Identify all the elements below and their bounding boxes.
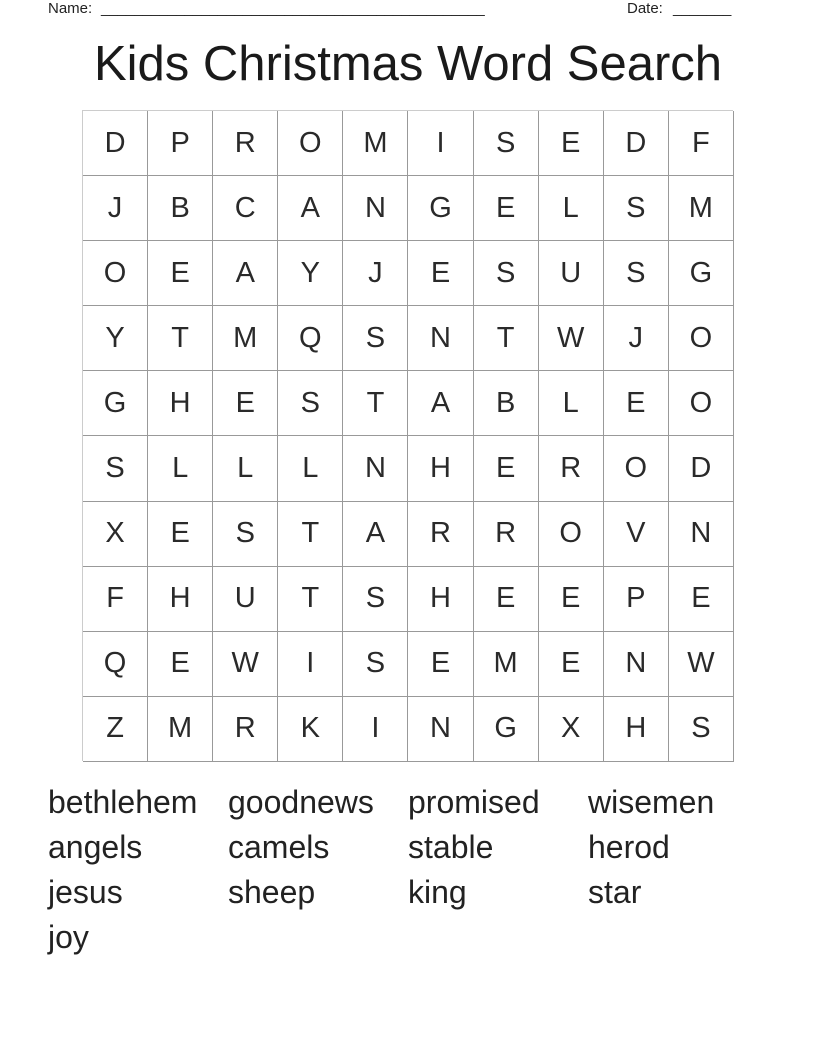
name-label: Name:: [48, 0, 93, 17]
grid-cell[interactable]: L: [148, 436, 213, 501]
grid-cell[interactable]: G: [669, 241, 734, 306]
grid-cell[interactable]: N: [343, 436, 408, 501]
grid-cell[interactable]: E: [604, 371, 669, 436]
grid-cell[interactable]: I: [278, 632, 343, 697]
grid-cell[interactable]: E: [669, 567, 734, 632]
word-list-item: camels: [228, 829, 330, 865]
grid-cell[interactable]: L: [539, 371, 604, 436]
grid-cell[interactable]: D: [83, 111, 148, 176]
grid-cell[interactable]: G: [474, 697, 539, 762]
word-list-item: stable: [408, 829, 494, 865]
grid-cell[interactable]: H: [148, 567, 213, 632]
grid-cell[interactable]: E: [474, 436, 539, 501]
grid-cell[interactable]: M: [148, 697, 213, 762]
grid-cell[interactable]: S: [343, 567, 408, 632]
grid-cell[interactable]: Y: [83, 306, 148, 371]
grid-cell[interactable]: N: [408, 306, 473, 371]
grid-cell[interactable]: X: [83, 502, 148, 567]
grid-cell[interactable]: D: [669, 436, 734, 501]
grid-cell[interactable]: S: [213, 502, 278, 567]
grid-cell[interactable]: M: [669, 176, 734, 241]
grid-cell[interactable]: O: [539, 502, 604, 567]
grid-cell[interactable]: B: [148, 176, 213, 241]
word-list-item: wisemen: [588, 784, 715, 820]
grid-cell[interactable]: E: [474, 567, 539, 632]
grid-cell[interactable]: F: [83, 567, 148, 632]
grid-cell[interactable]: R: [408, 502, 473, 567]
grid-cell[interactable]: W: [213, 632, 278, 697]
header-line: [48, 0, 748, 20]
word-list-item: promised: [408, 784, 540, 820]
grid-cell[interactable]: J: [343, 241, 408, 306]
word-list-item: herod: [588, 829, 670, 865]
grid-cell[interactable]: R: [213, 111, 278, 176]
grid-cell[interactable]: T: [278, 567, 343, 632]
grid-cell[interactable]: N: [408, 697, 473, 762]
grid-cell[interactable]: U: [539, 241, 604, 306]
grid-cell[interactable]: M: [213, 306, 278, 371]
grid-cell[interactable]: E: [539, 632, 604, 697]
grid-cell[interactable]: B: [474, 371, 539, 436]
grid-cell[interactable]: R: [474, 502, 539, 567]
grid-cell[interactable]: H: [604, 697, 669, 762]
grid-cell[interactable]: S: [343, 306, 408, 371]
word-list-item: bethlehem: [48, 784, 198, 820]
grid-cell[interactable]: P: [604, 567, 669, 632]
grid-cell[interactable]: S: [343, 632, 408, 697]
grid-cell[interactable]: J: [83, 176, 148, 241]
grid-cell[interactable]: T: [148, 306, 213, 371]
grid-cell[interactable]: M: [343, 111, 408, 176]
grid-cell[interactable]: V: [604, 502, 669, 567]
grid-cell[interactable]: Y: [278, 241, 343, 306]
grid-cell[interactable]: S: [474, 111, 539, 176]
grid-cell[interactable]: L: [278, 436, 343, 501]
grid-cell[interactable]: O: [669, 306, 734, 371]
word-list-item: angels: [48, 829, 143, 865]
grid-cell[interactable]: T: [474, 306, 539, 371]
grid-cell[interactable]: I: [343, 697, 408, 762]
word-list-item: jesus: [48, 874, 123, 910]
grid-cell[interactable]: G: [83, 371, 148, 436]
grid-cell[interactable]: S: [604, 241, 669, 306]
grid-cell[interactable]: A: [213, 241, 278, 306]
grid-cell[interactable]: W: [539, 306, 604, 371]
grid-cell[interactable]: E: [148, 632, 213, 697]
grid-cell[interactable]: X: [539, 697, 604, 762]
grid-cell[interactable]: R: [213, 697, 278, 762]
grid-cell[interactable]: E: [408, 241, 473, 306]
grid-cell[interactable]: L: [213, 436, 278, 501]
grid-cell[interactable]: E: [148, 241, 213, 306]
grid-cell[interactable]: A: [278, 176, 343, 241]
grid-cell[interactable]: F: [669, 111, 734, 176]
grid-cell[interactable]: M: [474, 632, 539, 697]
grid-cell[interactable]: K: [278, 697, 343, 762]
grid-cell[interactable]: O: [669, 371, 734, 436]
grid-cell[interactable]: E: [539, 567, 604, 632]
date-blank: _______: [673, 0, 732, 17]
grid-cell[interactable]: U: [213, 567, 278, 632]
grid-cell[interactable]: S: [669, 697, 734, 762]
grid-cell[interactable]: N: [604, 632, 669, 697]
word-list-item: king: [408, 874, 467, 910]
grid-cell[interactable]: N: [669, 502, 734, 567]
grid-cell[interactable]: S: [604, 176, 669, 241]
word-list-item: goodnews: [228, 784, 374, 820]
word-list-item: joy: [48, 919, 89, 955]
grid-cell[interactable]: W: [669, 632, 734, 697]
name-blank: ______________________________________________: [101, 0, 485, 17]
grid-cell[interactable]: O: [278, 111, 343, 176]
grid-cell[interactable]: E: [539, 111, 604, 176]
grid-cell[interactable]: S: [474, 241, 539, 306]
grid-cell[interactable]: R: [539, 436, 604, 501]
grid-cell[interactable]: P: [148, 111, 213, 176]
grid-cell[interactable]: E: [408, 632, 473, 697]
grid-cell[interactable]: G: [408, 176, 473, 241]
word-list-item: star: [588, 874, 642, 910]
grid-cell[interactable]: T: [278, 502, 343, 567]
grid-cell[interactable]: E: [148, 502, 213, 567]
page-title: Kids Christmas Word Search: [93, 37, 723, 91]
grid-cell[interactable]: O: [604, 436, 669, 501]
grid-cell[interactable]: T: [343, 371, 408, 436]
word-list: [48, 782, 768, 962]
grid-cell[interactable]: C: [213, 176, 278, 241]
grid-cell[interactable]: H: [148, 371, 213, 436]
grid-cell[interactable]: I: [408, 111, 473, 176]
grid-cell[interactable]: E: [474, 176, 539, 241]
grid-cell[interactable]: Q: [83, 632, 148, 697]
grid-cell[interactable]: Q: [278, 306, 343, 371]
grid-cell[interactable]: O: [83, 241, 148, 306]
grid-cell[interactable]: J: [604, 306, 669, 371]
word-search-grid: [82, 110, 733, 761]
grid-cell[interactable]: D: [604, 111, 669, 176]
grid-cell[interactable]: S: [83, 436, 148, 501]
grid-cell[interactable]: E: [213, 371, 278, 436]
word-list-item: sheep: [228, 874, 316, 910]
grid-cell[interactable]: N: [343, 176, 408, 241]
grid-cell[interactable]: A: [343, 502, 408, 567]
date-label: Date:: [627, 0, 663, 17]
grid-cell[interactable]: A: [408, 371, 473, 436]
grid-cell[interactable]: S: [278, 371, 343, 436]
grid-cell[interactable]: L: [539, 176, 604, 241]
grid-cell[interactable]: H: [408, 567, 473, 632]
grid-cell[interactable]: H: [408, 436, 473, 501]
grid-cell[interactable]: Z: [83, 697, 148, 762]
